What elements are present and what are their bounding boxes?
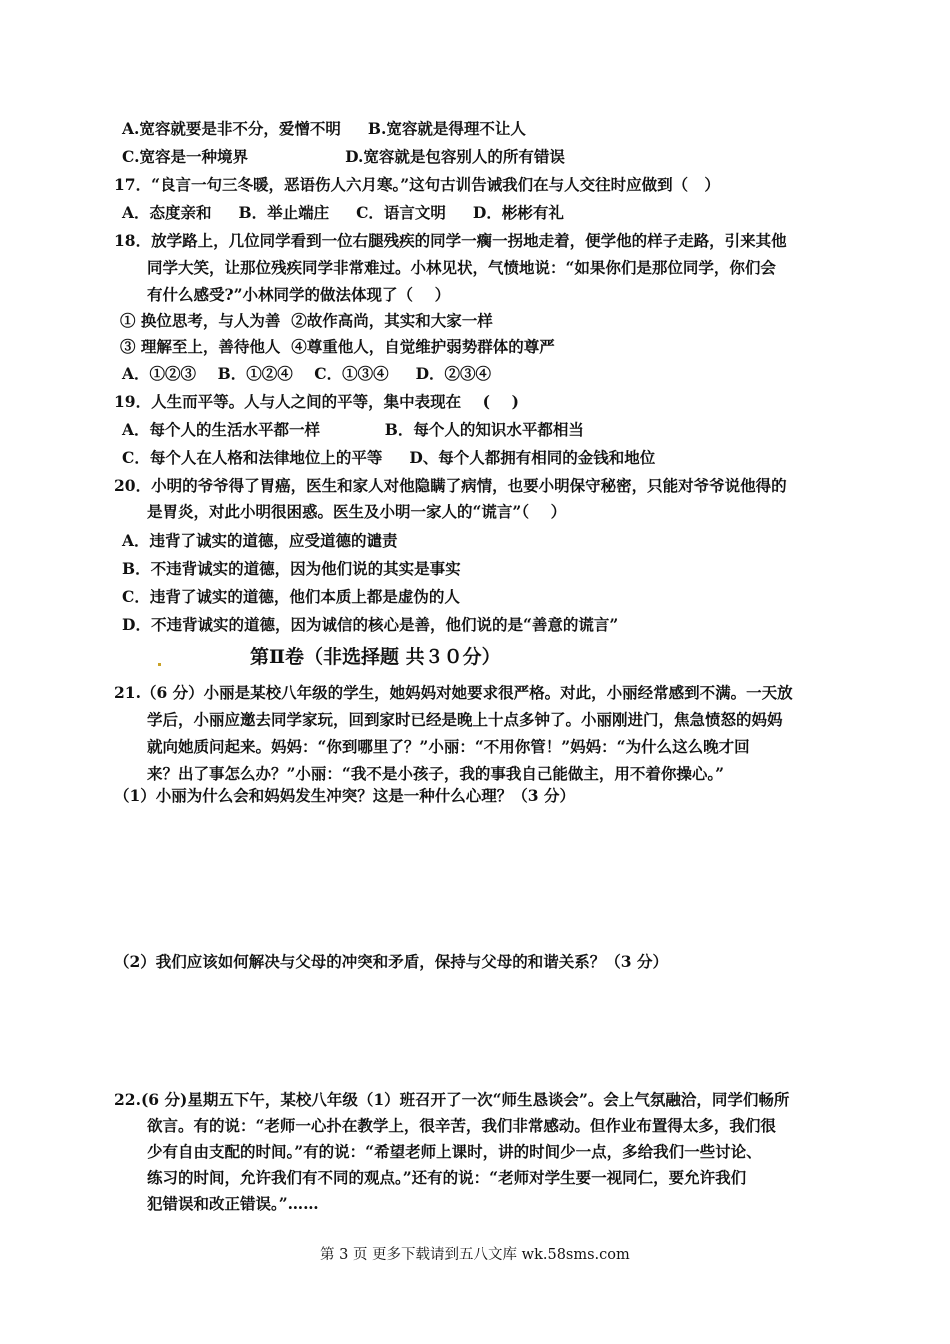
question-19-options-row1: A．每个人的生活水平都一样 B．每个人的知识水平都相当 (122, 420, 584, 439)
question-18-stem-line2: 同学大笑，让那位残疾同学非常难过。小林见状，气愤地说：“如果你们是那位同学，你们会 (147, 258, 776, 277)
question-22-stem-line3: 少有自由支配的时间。”有的说：“希望老师上课时，讲的时间少一点，多给我们一些讨论、 (147, 1142, 762, 1161)
question-17-options: A．态度亲和 B．举止端庄 C．语言文明 D．彬彬有礼 (122, 203, 564, 222)
question-19-stem: 19．人生而平等。人与人之间的平等，集中表现在 ( ) (114, 392, 519, 411)
question-21-stem-line3: 就向她质问起来。妈妈：“你到哪里了？”小丽：“不用你管！”妈妈：“为什么这么晚才回 (147, 737, 750, 756)
question-19-options-row2: C．每个人在人格和法律地位上的平等 D、每个人都拥有相同的金钱和地位 (122, 448, 656, 467)
question-18-stem-line1: 18．放学路上，几位同学看到一位右腿残疾的同学一瘸一拐地走着，便学他的样子走路，引来其他 (114, 231, 787, 250)
section-title: 第Ⅱ卷（非选择题 共３０分） (250, 646, 501, 668)
question-20-option-d: D．不违背诚实的道德，因为诚信的核心是善，他们说的是“善意的谎言” (122, 615, 619, 634)
question-21-stem-line1: 21.（6 分）小丽是某校八年级的学生，她妈妈对她要求很严格。对此，小丽经常感到不满。一天放 (114, 683, 793, 702)
question-18-statements-2: ③ 理解至上，善待他人 ④尊重他人，自觉维护弱势群体的尊严 (120, 337, 555, 356)
question-20-option-c: C．违背了诚实的道德，他们本质上都是虚伪的人 (122, 587, 460, 606)
question-20-option-a: A．违背了诚实的道德，应受道德的谴责 (122, 531, 398, 550)
question-20-stem-line2: 是胃炎，对此小明很困惑。医生及小明一家人的“谎言”（ ） (147, 502, 567, 521)
question-21-part1: （1）小丽为什么会和妈妈发生冲突？这是一种什么心理？（3 分） (114, 786, 575, 805)
question-16-options-row1: A.宽容就要是非不分，爱憎不明 B.宽容就是得理不让人 (122, 119, 526, 138)
question-22-stem-line1: 22.(6 分)星期五下午，某校八年级（1）班召开了一次“师生恳谈会”。会上气氛融洽，同学们畅所 (114, 1090, 790, 1109)
question-22-stem-line4: 练习的时间，允许我们有不同的观点。”还有的说：“老师对学生要一视同仁，要允许我们 (147, 1168, 747, 1187)
question-17-stem: 17．“良言一句三冬暖，恶语伤人六月寒。”这句古训告诫我们在与人交往时应做到（ ） (114, 175, 720, 194)
stray-mark (158, 663, 161, 666)
question-18-stem-line3: 有什么感受?”小林同学的做法体现了（ ） (147, 285, 451, 304)
question-21-stem-line4: 来？出了事怎么办？”小丽：“我不是小孩子，我的事我自己能做主，用不着你操心。” (147, 764, 724, 783)
question-21-part2: （2）我们应该如何解决与父母的冲突和矛盾，保持与父母的和谐关系？（3 分） (114, 952, 668, 971)
question-18-options: A．①②③ B．①②④ C．①③④ D．②③④ (122, 364, 492, 383)
question-21-stem-line2: 学后，小丽应邀去同学家玩，回到家时已经是晚上十点多钟了。小丽刚进门，焦急愤怒的妈妈 (147, 710, 783, 729)
question-16-options-row2: C.宽容是一种境界 D.宽容就是包容别人的所有错误 (122, 147, 565, 166)
page-footer: 第 3 页 更多下载请到五八文库 wk.58sms.com (320, 1247, 630, 1263)
question-18-statements-1: ① 换位思考，与人为善 ②故作高尚，其实和大家一样 (120, 311, 493, 330)
question-20-stem-line1: 20．小明的爷爷得了胃癌，医生和家人对他隐瞒了病情，也要小明保守秘密，只能对爷爷说他得的 (114, 476, 787, 495)
question-22-stem-line2: 欲言。有的说：“老师一心扑在教学上，很辛苦，我们非常感动。但作业布置得太多，我们很 (147, 1116, 776, 1135)
question-22-stem-line5: 犯错误和改正错误。”…… (147, 1194, 319, 1213)
question-20-option-b: B．不违背诚实的道德，因为他们说的其实是事实 (122, 559, 461, 578)
